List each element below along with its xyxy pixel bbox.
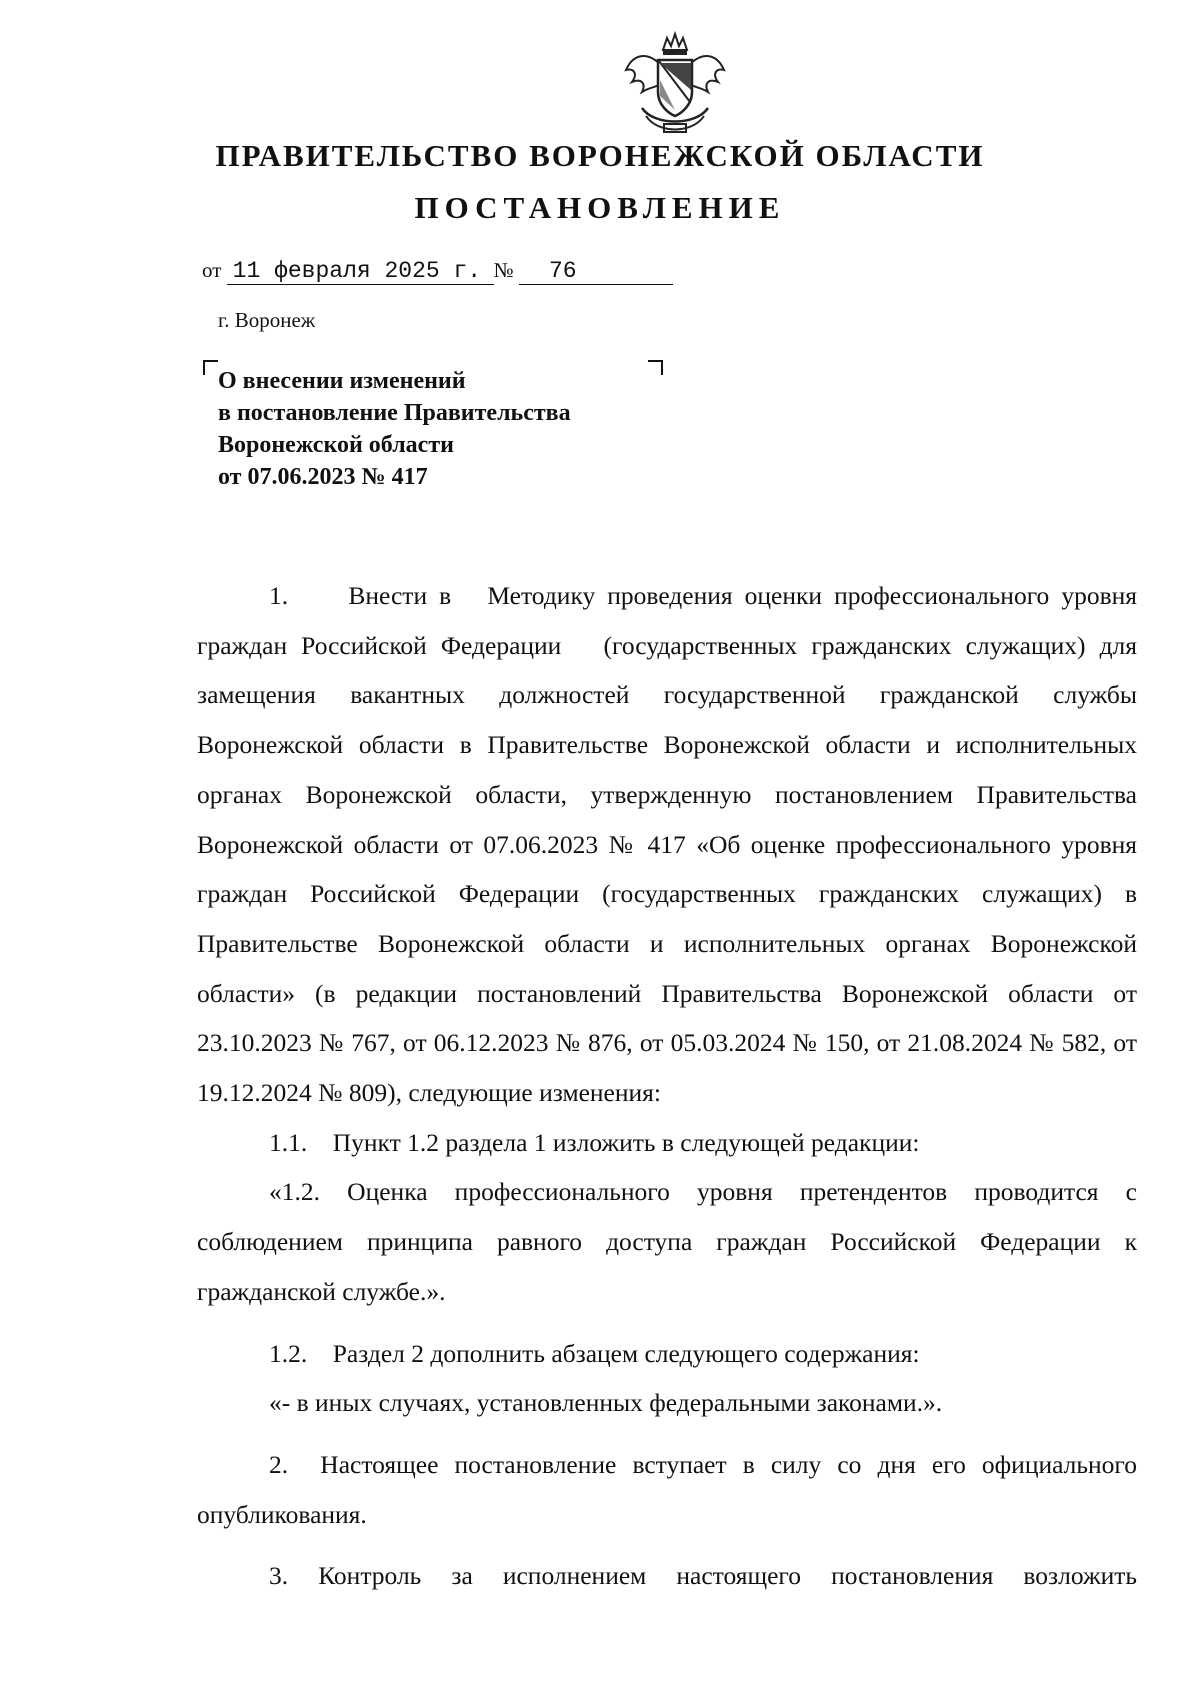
paragraph-3: 3. Контроль за исполнением настоящего постановления возложить [269,1561,1137,1591]
date-prefix: от [202,258,222,282]
number-prefix: № [493,258,514,282]
document-number: 76 [519,258,673,285]
document-type-title: ПОСТАНОВЛЕНИЕ [414,190,786,225]
subject-line: от 07.06.2023 № 417 [218,464,428,490]
document-subject [218,365,571,493]
document-date: 11 февраля 2025 г. [227,258,494,285]
subject-corner-mark-left [203,360,218,375]
paragraph-1-1: 1.1. Пункт 1.2 раздела 1 изложить в следующей редакции: [269,1127,920,1157]
paragraph-1: 1. Внести в Методику проведения оценки профессионального уровня граждан Российской Федерации (государственных гражданских служащих) для замещения вакантных должностей государственной гражданской службы Воронежской области в Правительстве Воронежской области и исполнительных органах Воронежской области, утвержденную постановлением Правительства Воронежской области от 07.06.2023 № 417 «Об оценке профессионального уровня граждан Российской Федерации (государственных гражданских служащих) в Правительстве Воронежской области и исполнительных органах Воронежской области» (в редакции постановлений Правительства Воронежской области от 23.10.2023 № 767, от 06.12.2023 № 876, от 05.03.2024 № 150, от 21.08.2024 № 582, от 19.12.2024 № 809), следующие изменения: [197,581,1137,1108]
coat-of-arms-emblem [620,30,730,140]
paragraph-1-2: 1.2. Раздел 2 дополнить абзацем следующего содержания: [269,1338,920,1368]
government-title: ПРАВИТЕЛЬСТВО ВОРОНЕЖСКОЙ ОБЛАСТИ [215,138,985,173]
city: г. Воронеж [218,308,316,332]
subject-line: Воронежской области [218,432,454,458]
document-body [197,571,1137,1601]
date-number-line [202,258,673,285]
paragraph-1-1-text: «1.2. Оценка профессионального уровня претендентов проводится с соблюдением принципа равного доступа граждан Российской Федерации к гражданской службе.». [197,1177,1137,1306]
paragraph-2: 2. Настоящее постановление вступает в силу со дня его официального опубликования. [197,1449,1137,1529]
subject-line: О внесении изменений [218,368,466,394]
subject-line: в постановление Правительства [218,400,571,426]
subject-corner-mark-right [648,360,663,375]
paragraph-1-2-text: «- в иных случаях, установленных федеральными законами.». [269,1388,943,1418]
